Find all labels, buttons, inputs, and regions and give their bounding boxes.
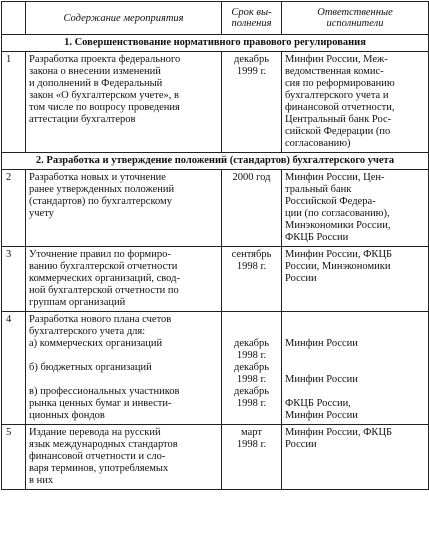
- header-term: [222, 2, 282, 35]
- term-line: 1999 г.: [236, 66, 267, 77]
- section-title: 1. Совершенствование нормативного правового регулирования: [2, 35, 429, 52]
- content-line: Издание перевода на русский: [29, 427, 161, 438]
- row-executors: [282, 247, 429, 312]
- spacer: [29, 350, 218, 362]
- content-line: б) бюджетных организаций: [29, 362, 152, 373]
- content-line: Разработка нового плана счетов: [29, 314, 172, 325]
- table-row: [2, 312, 429, 425]
- row-executors: [282, 52, 429, 153]
- term-line: декабрь: [234, 362, 269, 373]
- header-term-line: полнения: [231, 18, 272, 29]
- header-content: Содержание мероприятия: [26, 2, 222, 35]
- term-line: декабрь: [234, 54, 269, 65]
- section-title: 2. Разработка и утверждение положений (стандартов) бухгалтерского учета: [2, 153, 429, 170]
- executor-line: Центральный банк Рос-: [285, 114, 392, 125]
- executor-line: Российской Федера-: [285, 196, 376, 207]
- row-content: [26, 247, 222, 312]
- content-line: коммерческих организаций, свод-: [29, 273, 180, 284]
- content-line: аттестации бухгалтеров: [29, 114, 136, 125]
- content-line: ционных фондов: [29, 410, 105, 421]
- spacer: [285, 350, 425, 362]
- executor-line: ведомственная комис-: [285, 66, 384, 77]
- executor-line: Минэкономики России,: [285, 220, 391, 231]
- content-line: ранее утвержденных положений: [29, 184, 175, 195]
- table-row: [2, 247, 429, 312]
- row-content: [26, 312, 222, 425]
- row-executors: [282, 170, 429, 247]
- table-row: [2, 52, 429, 153]
- term-line: 1998 г.: [236, 350, 267, 361]
- term-line: декабрь: [234, 338, 269, 349]
- executor-line: России: [285, 439, 317, 450]
- row-term: [222, 52, 282, 153]
- header-executors-line: Ответственные: [317, 7, 393, 18]
- row-content: [26, 52, 222, 153]
- header-executors: [282, 2, 429, 35]
- executor-line: бухгалтерского учета и: [285, 90, 389, 101]
- spacer: [225, 326, 278, 338]
- content-line: группам организаций: [29, 297, 126, 308]
- content-line: Уточнение правил по формиро-: [29, 249, 171, 260]
- term-line: декабрь: [234, 386, 269, 397]
- header-row: [2, 2, 429, 35]
- spacer: [285, 386, 425, 398]
- content-line: в) профессиональных участников: [29, 386, 180, 397]
- table-row: [2, 170, 429, 247]
- term-line: сентябрь: [231, 249, 272, 260]
- executor-line: Минфин России, ФКЦБ: [285, 249, 393, 260]
- section-row: [2, 153, 429, 170]
- row-term: [222, 312, 282, 425]
- content-line: том числе по вопросу проведения: [29, 102, 180, 113]
- row-term: [222, 425, 282, 490]
- row-executors: [282, 312, 429, 425]
- spacer: [285, 362, 425, 374]
- content-line: закон «О бухгалтерском учете», в: [29, 90, 180, 101]
- term-line: 1998 г.: [236, 398, 267, 409]
- content-line: Разработка новых и уточнение: [29, 172, 166, 183]
- content-line: рынка ценных бумаг и инвести-: [29, 398, 172, 409]
- row-number: 2: [2, 170, 26, 247]
- term-line: 1998 г.: [236, 374, 267, 385]
- row-term: [222, 247, 282, 312]
- content-line: финансовой отчетности и сло-: [29, 451, 166, 462]
- executor-line: Минфин России: [285, 410, 358, 421]
- header-executors-line: исполнители: [326, 18, 384, 29]
- executor-line: сия по реформированию: [285, 78, 395, 89]
- content-line: ной бухгалтерской отчетности по: [29, 285, 179, 296]
- executor-line: Минфин России: [285, 338, 358, 349]
- table-row: [2, 425, 429, 490]
- term-line: 1998 г.: [236, 261, 267, 272]
- executor-line: Минфин России, Меж-: [285, 54, 388, 65]
- term-line: март: [241, 427, 262, 438]
- executor-line: Минфин России, Цен-: [285, 172, 385, 183]
- spacer: [285, 326, 425, 338]
- row-term: [222, 170, 282, 247]
- content-line: бухгалтерского учета для:: [29, 326, 146, 337]
- content-line: и дополнений в Федеральный: [29, 78, 163, 89]
- executor-line: тральный банк: [285, 184, 352, 195]
- executor-line: финансовой отчетности,: [285, 102, 395, 113]
- plan-table: [1, 1, 429, 490]
- row-executors: [282, 425, 429, 490]
- term-line: 2000 год: [232, 172, 271, 183]
- executor-line: Минфин России: [285, 374, 358, 385]
- executor-line: ФКЦБ России: [285, 232, 349, 243]
- section-row: [2, 35, 429, 52]
- row-number: 1: [2, 52, 26, 153]
- content-line: а) коммерческих организаций: [29, 338, 163, 349]
- header-number: [2, 2, 26, 35]
- row-number: 5: [2, 425, 26, 490]
- content-line: Разработка проекта федерального: [29, 54, 181, 65]
- executor-line: сийской Федерации (по: [285, 126, 391, 137]
- executor-line: России, Минэкономики: [285, 261, 391, 272]
- executor-line: России: [285, 273, 317, 284]
- content-line: закона о внесении изменений: [29, 66, 161, 77]
- row-content: [26, 170, 222, 247]
- executor-line: ФКЦБ России,: [285, 398, 351, 409]
- content-line: учету: [29, 208, 54, 219]
- spacer: [225, 314, 278, 326]
- executor-line: согласованию): [285, 138, 351, 149]
- spacer: [29, 374, 218, 386]
- content-line: в них: [29, 475, 54, 486]
- content-line: (стандартов) по бухгалтерскому: [29, 196, 172, 207]
- row-number: 3: [2, 247, 26, 312]
- executor-line: ции (по согласованию),: [285, 208, 390, 219]
- executor-line: Минфин России, ФКЦБ: [285, 427, 393, 438]
- row-content: [26, 425, 222, 490]
- header-term-line: Срок вы-: [231, 7, 272, 18]
- spacer: [285, 314, 425, 326]
- content-line: варя терминов, употребляемых: [29, 463, 169, 474]
- content-line: ванию бухгалтерской отчетности: [29, 261, 178, 272]
- row-number: 4: [2, 312, 26, 425]
- content-line: язык международных стандартов: [29, 439, 178, 450]
- term-line: 1998 г.: [236, 439, 267, 450]
